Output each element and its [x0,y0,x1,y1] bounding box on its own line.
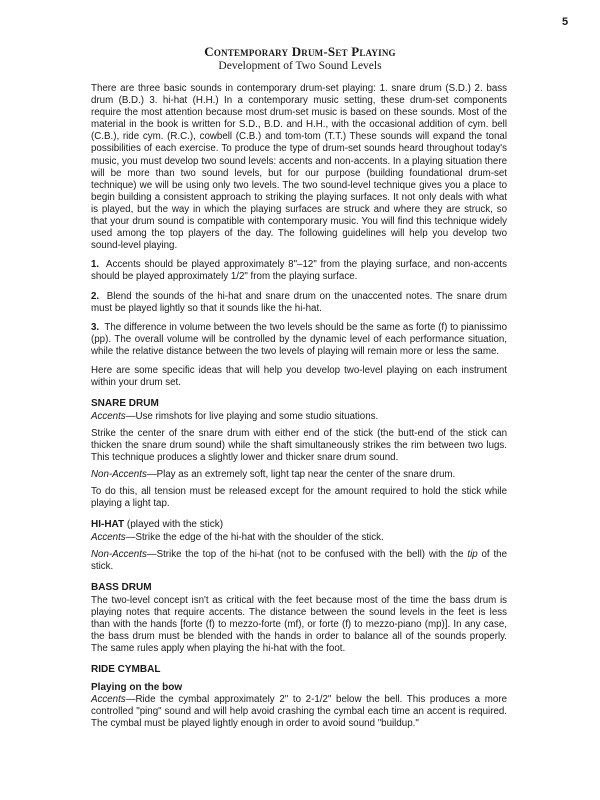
non-accents-label: Non-Accents [91,548,147,560]
bass-drum-heading: BASS DRUM [91,582,152,594]
accents-text: —Use rimshots for live playing and some studio situations. [125,410,379,422]
guideline-number: 1. [91,259,100,271]
intro-paragraph: There are three basic sounds in contemporary drum-set playing: 1. snare drum (S.D.) 2. bass drum (B.D.) 3. hi-hat (H.H.) In a contemporary music setting, these drum-set components require the most attention because most drum-set music is based on these sounds. Most of the material in the book is written for S.D., B.D. and H.H., with the occasional addition of cym. bell (C.B.), ride cym. (R.C.), cowbell (C.B.) and tom-tom (T.T.) These sounds will expand the tonal possibilities of each exercise. To produce the type of drum-set sounds heard throughout today's music, you must develop two sound levels: accents and non-accents. In a playing situation there will be more than two sound levels, but for our purpose (building foundational drum-set technique) we will be using only two levels. The two sound-level technique gives you a place to begin building a consistent approach to striking the playing surfaces. It not only deals with what is played, but the way in which the playing surfaces are struck and where they are struck, so that your drum sound is compatible with contemporary music. You will find this technique widely used among the top players of the day. The following guidelines will help you develop two sound-level playing. [91,83,507,252]
ride-subheading: Playing on the bow [91,681,183,693]
non-accents-text: —Play as an extremely soft, light tap near the center of the snare drum. [146,469,456,481]
guideline-text: Blend the sounds of the hi-hat and snare drum on the unaccented notes. The snare drum must be played lightly so that it sounds like the hi-hat. [91,290,507,314]
hi-hat-heading-text: HI-HAT [91,519,125,531]
accents-label: Accents [91,693,126,705]
accents-label: Accents [91,410,126,422]
guideline-text: The difference in volume between the two levels should be the same as forte (f) to pianissimo (pp). The overall volume will be controlled by the dynamic level of each performance situation, while the relative distance between the two levels of playing will remain more or less the same. [91,321,507,357]
document-body [91,83,507,737]
accents-label: Accents [91,531,126,543]
snare-non-accents [91,469,507,481]
ride-accents [91,694,507,730]
snare-accents-detail: Strike the center of the snare drum with either end of the stick (the butt-end of the stick can thicken the snare drum sound) while the shaft simultaneously strikes the rim between two lugs. This technique produces a slightly lower and thicker snare drum sound. [91,427,507,463]
bass-drum-text: The two-level concept isn't as critical with the feet because most of the time the bass drum is playing notes that require accents. The distance between the sound levels in the feet is less than with the hands [forte (f) to mezzo-forte (mf), or forte (f) to mezzo-piano (mp)]. In any case, the bass drum must be blended with the hands in order to balance all of the sounds properly. The same rules apply when playing the hi-hat with the foot. [91,594,507,654]
guideline-number: 3. [91,321,100,333]
page-subtitle: Development of Two Sound Levels [218,60,382,72]
page-title: Contemporary Drum-Set Playing [204,44,396,59]
ideas-intro: Here are some specific ideas that will help you develop two-level playing on each instrument within your drum set. [91,364,507,389]
page-number: 5 [562,16,569,28]
hi-hat-heading [91,519,507,532]
non-accents-label: Non-Accents [91,469,147,481]
guideline-3 [91,322,507,358]
guideline-1 [91,259,507,283]
tip-word: tip [467,548,478,560]
snare-drum-heading: SNARE DRUM [91,398,159,410]
non-accents-text: —Strike the top of the hi-hat (not to be confused with the bell) with the [146,548,468,560]
snare-non-accents-detail: To do this, all tension must be released except for the amount required to hold the stick while playing a light tap. [91,486,507,510]
accents-text: —Strike the edge of the hi-hat with the shoulder of the stick. [125,531,384,543]
accents-text: —Ride the cymbal approximately 2" to 2-1/2" below the bell. This produces a more controlled "ping" sound and will help avoid crashing the cymbal each time an accent is required. The cymbal must be played lightly enough in order to avoid sound "buildup." [91,693,507,729]
guideline-number: 2. [91,290,100,302]
hi-hat-heading-note: (played with the stick) [124,519,224,531]
hi-hat-non-accents [91,549,507,573]
guideline-text: Accents should be played approximately 8"–12" from the playing surface, and non-accents should be played approximately 1/2" from the playing surface. [91,259,507,283]
ride-cymbal-heading: RIDE CYMBAL [91,664,161,676]
guideline-2 [91,291,507,315]
hi-hat-accents [91,532,507,544]
non-accents-end: of the stick. [91,548,508,572]
snare-accents [91,411,507,423]
